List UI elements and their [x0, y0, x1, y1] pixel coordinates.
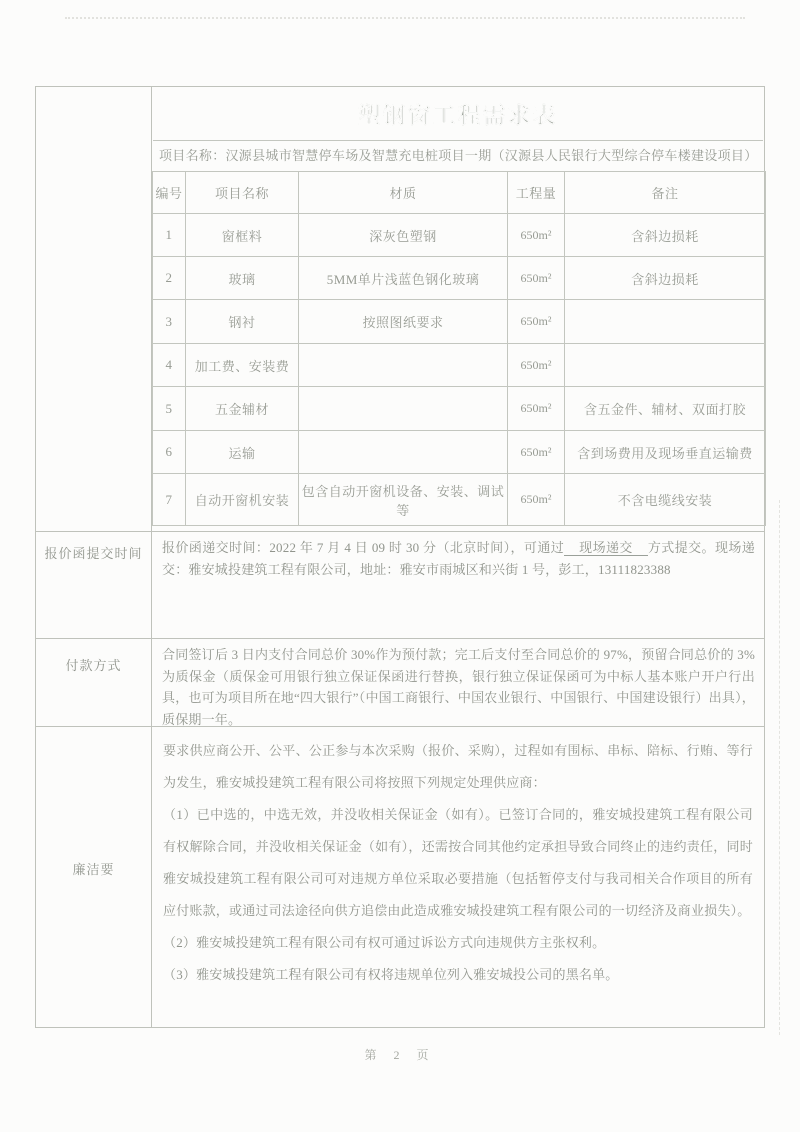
cell-remarks: 含斜边损耗	[565, 214, 766, 257]
cell-item-name: 五金辅材	[186, 387, 299, 431]
document-title: 塑钢窗工程需求表	[357, 103, 558, 128]
header-item-name: 项目名称	[186, 172, 299, 214]
table-row	[153, 344, 766, 387]
cell-quantity: 650m²	[508, 431, 565, 474]
cell-remarks	[565, 300, 766, 344]
project-name-line: 项目名称：汉源县城市智慧停车场及智慧充电桩项目一期（汉源县人民银行大型综合停车楼建设项目）	[159, 148, 758, 163]
cell-item-name: 运输	[186, 431, 299, 474]
submission-method-underlined: 现场递交	[564, 540, 648, 556]
cell-material	[299, 387, 508, 431]
section-label-payment-method: 付款方式	[65, 658, 122, 673]
cell-number: 3	[153, 300, 186, 344]
cell-item-name: 钢衬	[186, 300, 299, 344]
cell-item-name: 玻璃	[186, 257, 299, 300]
cell-number: 1	[153, 214, 186, 257]
table-row	[153, 257, 766, 300]
cell-quantity: 650m²	[508, 300, 565, 344]
cell-number: 4	[153, 344, 186, 387]
payment-method-section	[152, 638, 764, 726]
submission-time-section	[152, 531, 764, 638]
integrity-paragraph: （2）雅安城投建筑工程有限公司有权可通过诉讼方式向违规供方主张权利。	[163, 935, 606, 950]
cell-quantity: 650m²	[508, 474, 565, 526]
cell-material: 5MM单片浅蓝色钢化玻璃	[299, 257, 508, 300]
cell-item-name: 窗框料	[186, 214, 299, 257]
grid-header-row	[153, 172, 766, 214]
submission-text-after: 方式提交。现场递交：雅安城投建筑工程有限公司，地址：雅安市雨城区和兴街 1 号，彭工，13111823388	[162, 540, 755, 577]
cell-quantity: 650m²	[508, 257, 565, 300]
cell-item-name: 自动开窗机安装	[186, 474, 299, 526]
integrity-paragraph: （1）已中选的，中选无效，并没收相关保证金（如有）。已签订合同的，雅安城投建筑工程有限公司有权解除合同，并没收相关保证金（如有），还需按合同其他约定承担导致合同终止的违约责任，同时雅安城投建筑工程有限公司可对违规方单位采取必要措施（包括暂停支付与我司相关合作项目的所有应付账款，或通过司法途径向供方追偿由此造成雅安城投建筑工程有限公司的一切经济及商业损失）。	[163, 807, 753, 918]
cell-material	[299, 344, 508, 387]
cell-number: 7	[153, 474, 186, 526]
table-row	[153, 300, 766, 344]
cell-number: 6	[153, 431, 186, 474]
cell-remarks	[565, 344, 766, 387]
cell-material: 深灰色塑钢	[299, 214, 508, 257]
section-label-submission-time: 报价函提交时间	[44, 546, 143, 561]
cell-quantity: 650m²	[508, 214, 565, 257]
submission-text-before: 报价函递交时间：2022 年 7 月 4 日 09 时 30 分（北京时间），可通过	[162, 540, 565, 555]
payment-method-text: 合同签订后 3 日内支付合同总价 30%作为预付款；完工后支付至合同总价的 97%，预留合同总价的 3%为质保金（质保金可用银行独立保证保函进行替换，银行独立保证保函可为中标人基本账户开户行出具，也可为项目所在地“四大银行”（中国工商银行、中国农业银行、中国银行、中国建设银行）出具），质保期一年。	[162, 647, 755, 727]
header-number: 编号	[153, 172, 186, 214]
table-row	[153, 214, 766, 257]
window-works-section	[152, 87, 764, 531]
table-row	[153, 474, 766, 526]
header-remarks: 备注	[565, 172, 766, 214]
cell-remarks: 不含电缆线安装	[565, 474, 766, 526]
cell-material	[299, 431, 508, 474]
cell-quantity: 650m²	[508, 344, 565, 387]
cell-number: 2	[153, 257, 186, 300]
cell-item-name: 加工费、安装费	[186, 344, 299, 387]
requirements-grid	[152, 171, 766, 526]
header-quantity: 工程量	[508, 172, 565, 214]
table-row	[153, 387, 766, 431]
requirements-document-table	[35, 86, 765, 1028]
cell-material: 按照图纸要求	[299, 300, 508, 344]
header-material: 材质	[299, 172, 508, 214]
table-row	[153, 431, 766, 474]
integrity-paragraph: 要求供应商公开、公平、公正参与本次采购（报价、采购），过程如有围标、串标、陪标、行贿、等行为发生，雅安城投建筑工程有限公司将按照下列规定处理供应商：	[163, 743, 753, 790]
section-label-integrity: 廉洁要	[72, 862, 115, 877]
scan-artifact-line	[65, 17, 745, 20]
cell-remarks: 含斜边损耗	[565, 257, 766, 300]
cell-number: 5	[153, 387, 186, 431]
page-number: 第 2 页	[364, 1048, 436, 1062]
integrity-section	[152, 726, 764, 1027]
cell-material: 包含自动开窗机设备、安装、调试等	[299, 474, 508, 526]
cell-remarks: 含到场费用及现场垂直运输费	[565, 431, 766, 474]
cell-quantity: 650m²	[508, 387, 565, 431]
cell-remarks: 含五金件、辅材、双面打胶	[565, 387, 766, 431]
scan-artifact-edge	[779, 500, 780, 1035]
integrity-paragraph: （3）雅安城投建筑工程有限公司有权将违规单位列入雅安城投公司的黑名单。	[163, 967, 619, 982]
